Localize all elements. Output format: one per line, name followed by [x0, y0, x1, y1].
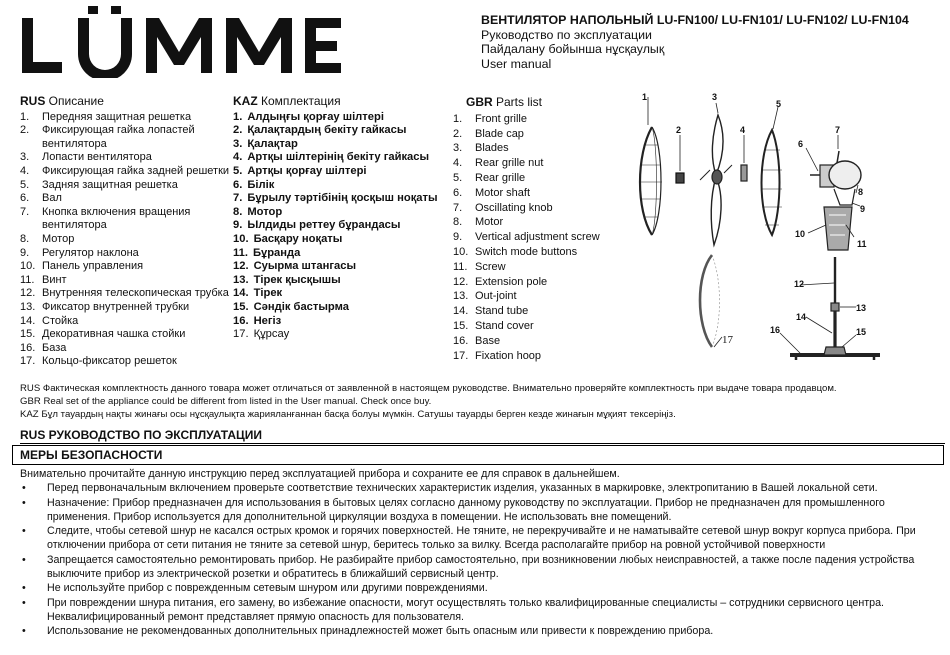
bullet-icon: • — [22, 482, 26, 495]
list-item: 10. Басқару ноқаты — [233, 232, 343, 245]
list-item: 15. Stand cover — [453, 319, 534, 332]
list-item: 8. Мотор — [20, 232, 75, 245]
list-item: • Следите, чтобы сетевой шнур не касался острых кромок и горячих поверхностей. Не тяните, не перекручивайте и не наматывайте сетевой шнур вокруг корпуса прибора. При отключении прибора от сети питания не тяните за сетевой шнур, беритесь только за вилку. Всегда располагайте прибор на ровной устойчивой поверхности — [22, 525, 916, 552]
callout-label: 4 — [740, 125, 746, 135]
list-item: 5. Rear grille — [453, 171, 526, 184]
section-title: RUS РУКОВОДСТВО ПО ЭКСПЛУАТАЦИИ — [20, 428, 945, 444]
title-block — [481, 13, 941, 71]
list-item: 13. Фиксатор внутренней трубки — [20, 300, 190, 313]
callout-label: 16 — [770, 325, 781, 335]
kaz-parts-list — [233, 95, 458, 342]
list-item: 12. Суырма штангасы — [233, 260, 357, 273]
list-item: 3. Лопасти вентилятора — [20, 151, 152, 164]
list-item: 11. Винт — [20, 273, 67, 286]
list-item: 8. Motor — [453, 216, 504, 229]
list-item: 12. Extension pole — [453, 275, 548, 288]
callout-label: 6 — [798, 139, 804, 149]
list-item: 14. Stand tube — [453, 305, 529, 318]
blade-cap-part — [676, 135, 684, 183]
list-item: 1. Front grille — [453, 112, 527, 125]
callout-label: 12 — [794, 279, 805, 289]
list-item: 1. Передняя защитная решетка — [20, 110, 192, 123]
bullet-icon: • — [22, 553, 26, 566]
list-item: 16. Негіз — [233, 314, 282, 327]
list-item: 16. Base — [453, 334, 501, 347]
list-item: 17. Fixation hoop — [453, 349, 542, 362]
callout-label: 1 — [642, 92, 648, 102]
list-item: 4. Фиксирующая гайка задней решетки — [20, 164, 230, 177]
list-item: 4. Артқы шілтерінің бекіту гайкасы — [233, 151, 430, 164]
list-item: 16. База — [20, 341, 67, 354]
list-item: 7. Oscillating knob — [453, 201, 553, 214]
gbr-parts-list — [453, 95, 633, 363]
list-item: 5. Задняя защитная решетка — [20, 178, 178, 191]
list-item: 5. Артқы қорғау шілтері — [233, 164, 367, 177]
list-item: 7. Кнопка включения вращения вентилятора — [20, 205, 191, 232]
callout-label: 7 — [835, 125, 841, 135]
list-item: 11. Бұранда — [233, 246, 301, 259]
list-item: 17. Кольцо-фиксатор решеток — [20, 355, 177, 368]
callout-label: 9 — [860, 204, 866, 214]
list-item: 9. Vertical adjustment screw — [453, 231, 600, 244]
list-item: 14. Стойка — [20, 314, 79, 327]
list-item: 6. Вал — [20, 192, 62, 205]
list-item: • Использование не рекомендованных дополнительных принадлежностей может быть опасным или привести к повреждению прибора. — [22, 625, 714, 638]
callout-label: 17 — [722, 334, 733, 346]
list-item: 2. Blade cap — [453, 127, 524, 140]
list-item: 9. Ылдиды реттеу бұрандасы — [233, 219, 401, 232]
title-kaz: Пайдалану бойынша нұсқаулық — [481, 42, 665, 56]
rus-parts-list — [20, 95, 235, 369]
list-item: 14. Тірек — [233, 287, 283, 300]
list-item: 9. Регулятор наклона — [20, 246, 139, 259]
callout-label: 3 — [712, 92, 718, 102]
rear-grille-part — [762, 107, 783, 235]
product-title: ВЕНТИЛЯТОР НАПОЛЬНЫЙ LU-FN100/ LU-FN101/ LU-FN102/ LU-FN104 — [481, 13, 909, 27]
callout-label: 10 — [795, 229, 806, 239]
list-item: • Запрещается самостоятельно ремонтировать прибор. Не разбирайте прибор самостоятельно, при возникновении любых неисправностей, а также после падения устройства выключите прибор из электрической розетки и обратитесь в ближайший сервисный центр. — [22, 553, 915, 581]
list-item: 3. Blades — [453, 142, 509, 155]
list-item: 15. Декоративная чашка стойки — [20, 328, 186, 341]
callout-label: 2 — [676, 125, 682, 135]
front-grille-part — [640, 97, 662, 235]
callout-label: 11 — [857, 239, 867, 249]
gbr-heading: GBR Parts list — [466, 95, 543, 109]
rus-heading: RUS Описание — [20, 94, 104, 108]
list-item: • При повреждении шнура питания, его замену, во избежание опасности, могут осуществлять только квалифицированные специалисты – сотрудники сервисного центра. Неквалифицированный ремонт представляет прямую опасность для пользователя. — [22, 596, 884, 623]
bullet-icon: • — [22, 582, 26, 595]
base-part — [780, 333, 880, 360]
blades-part — [700, 103, 732, 245]
note-rus: RUS Фактическая комплектность данного товара может отличаться от заявленной в настоящем руководстве. Внимательно проверяйте комплектность при выдаче товара продавцом. — [20, 383, 837, 394]
callout-label: 5 — [776, 99, 782, 109]
list-item: 12. Внутренняя телескопическая трубка — [20, 287, 229, 300]
list-item: • Перед первоначальным включением проверьте соответствие технических характеристик изделия, указанных в маркировке, электропитанию в Вашей локальной сети. — [22, 482, 878, 495]
list-item: 15. Сәндік бастырма — [233, 300, 349, 313]
list-item: 13. Out-joint — [453, 290, 517, 303]
notes-block — [20, 382, 940, 422]
list-item: • Назначение: Прибор предназначен для использования в бытовых целях согласно данному руководству по эксплуатации. Прибор не предназначен для промышленного применения. Прибор используется для дополнительной циркуляции воздуха в помещении. Не использовать вне помещений. — [22, 496, 885, 523]
list-item: 10. Switch mode buttons — [453, 245, 578, 258]
list-item: 2. Қалақтардың бекіту гайкасы — [233, 124, 407, 137]
bullet-icon: • — [22, 525, 26, 538]
safety-heading: МЕРЫ БЕЗОПАСНОСТИ — [12, 445, 944, 465]
safety-body — [20, 467, 945, 639]
list-item: 17. Құрсау — [233, 328, 290, 341]
control-body-part — [808, 207, 854, 250]
list-item: 4. Rear grille nut — [453, 157, 544, 170]
callout-label: 13 — [856, 303, 867, 313]
list-item: 7. Бұрылу тәртібінің қосқыш ноқаты — [233, 192, 438, 205]
safety-intro: Внимательно прочитайте данную инструкцию перед эксплуатацией прибора и сохраните ее для справок в дальнейшем. — [20, 468, 620, 480]
fan-exploded-diagram — [630, 85, 945, 375]
list-item: 1. Алдыңғы қорғау шілтері — [233, 110, 384, 123]
note-gbr: GBR Real set of the appliance could be different from listed in the User manual. Check once buy. — [20, 396, 432, 408]
stand-poles-part — [800, 257, 856, 353]
list-item: 2. Фиксирующая гайка лопастей вентилятора — [20, 124, 195, 150]
lumme-logo — [22, 6, 342, 78]
title-rus: Руководство по эксплуатации — [481, 27, 652, 42]
list-item: 8. Мотор — [233, 205, 283, 218]
kaz-heading: KAZ Комплектация — [233, 94, 341, 108]
bullet-icon: • — [22, 625, 26, 638]
list-item: 3. Қалақтар — [233, 137, 298, 150]
callout-label: 8 — [858, 187, 864, 197]
rear-grille-nut-part — [741, 135, 747, 181]
list-item: • Не используйте прибор с поврежденным сетевым шнуром или другими повреждениями. — [22, 582, 488, 595]
callout-label: 15 — [856, 327, 867, 337]
list-item: 10. Панель управления — [20, 260, 144, 273]
fixation-hoop-part — [700, 255, 722, 347]
note-kaz: KAZ Бұл тауардың нақты жинағы осы нұсқаулықта жарияланғаннан басқа болуы мүмкін. Сатушы тауарды берген кезде жинағын мұқият тексеріңіз. — [20, 409, 676, 421]
list-item: 6. Білік — [233, 178, 275, 191]
motor-head-part — [806, 135, 864, 206]
title-eng: User manual — [481, 56, 552, 71]
callout-label: 14 — [796, 312, 807, 322]
list-item: 11. Screw — [453, 260, 506, 273]
bullet-icon: • — [22, 596, 26, 609]
list-item: 6. Motor shaft — [453, 186, 531, 199]
bullet-icon: • — [22, 496, 26, 509]
list-item: 13. Тірек қысқышы — [233, 273, 341, 286]
